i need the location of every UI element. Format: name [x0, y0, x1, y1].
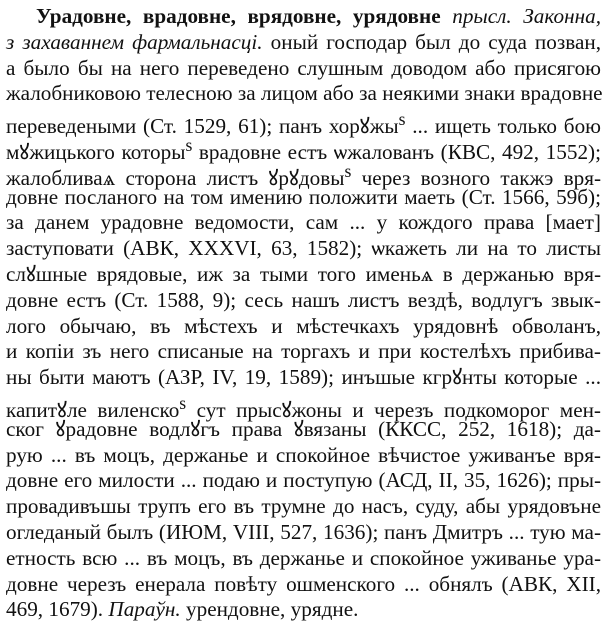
citation-text: капитꙋле виленско — [6, 398, 180, 423]
entry-line-4: жалобниковою телесною за лицом або за неякими знаки врадовне — [6, 81, 603, 106]
dictionary-entry — [6, 4, 601, 623]
entry-line-20: провадивъшы трупъ его въ трумне до насъ, суду, абы урядовъне — [6, 494, 601, 519]
entry-line-16 — [6, 391, 601, 423]
entry-line-21: огледаный былъ (ИЮМ, VIII, 527, 1636); панъ Дмитръ ... тую ма- — [6, 519, 601, 544]
entry-line-12: довне естъ (Ст. 1588, 9); сесь нашъ листъ вездѣ, водлугъ звык- — [6, 287, 601, 312]
entry-line-18: рую ... въ моцъ, держанье и спокойное вѣчистое уживанъе вря- — [6, 442, 601, 467]
citation-text: ... ищеть только бою — [405, 114, 601, 139]
entry-line-14: и копіи зъ него списаные на торгахъ и при костелѣхъ прибива- — [6, 339, 601, 364]
entry-line-2 — [6, 30, 601, 56]
cross-reference-words: урендовне, урядне. — [180, 597, 359, 622]
citation-text: переведеными (Ст. 1529, 61); панъ хорꙋжы — [6, 114, 399, 139]
superscript-mark: s — [398, 109, 406, 130]
citation-text: через возного такжэ вря- — [351, 165, 601, 190]
entry-line-24 — [6, 597, 601, 623]
superscript-mark: s — [344, 160, 352, 181]
entry-line-19: довне его милости ... подаю и поступую (АСД, II, 35, 1626); пры- — [6, 468, 601, 493]
citation-text: мꙋжицького которы — [6, 140, 186, 165]
citation-text: сут прысꙋжоны и черезъ подкоморог мен- — [186, 398, 601, 423]
entry-line-7 — [6, 159, 601, 190]
entry-line-9: за данем урадовне ведомости, сам ... у кождого права [мает] — [6, 210, 601, 235]
entry-line-23: довне черезъ енерала повѣту ошменского ... обнялъ (АВК, XII, — [6, 571, 601, 596]
entry-line-1 — [6, 4, 601, 30]
entry-line-10: заступовати (АВК, XXXVI, 63, 1582); ѡкажеть ли на то листы — [6, 236, 601, 261]
entry-line-11: слꙋшные врядовые, иж за тыми того именьѧ в держанью вря- — [6, 261, 601, 286]
entry-line-3: а было бы на него переведено слушным доводом або присягою — [6, 55, 601, 80]
citation-text: врадовне естъ ѡжалованъ (КВС, 492, 1552); — [192, 140, 601, 165]
citation-text: оный господар был до суда позван, — [262, 29, 602, 54]
entry-line-8: довне посланого на том имению положити маеть (Ст. 1566, 59б); — [6, 184, 601, 209]
entry-line-6 — [6, 133, 601, 165]
part-of-speech-definition: прысл. Законна, — [452, 4, 601, 28]
entry-line-15: ны быти маютъ (АЗР, IV, 19, 1589); инъшые кгрꙋнты которые ... — [6, 365, 601, 390]
entry-line-22: етность всю ... въ моцъ, въ держанье и спокойное уживанье урa- — [6, 545, 601, 570]
entry-line-17: ског ꙋрадовне водлꙋгъ права ꙋвязаны (ККСС, 252, 1618); да- — [6, 416, 601, 441]
entry-headword: Урадовне, врадовне, врядовне, урядовне — [36, 4, 441, 28]
entry-line-5 — [6, 107, 601, 139]
citation-text: жалобливаѧ сторона листъ ꙋрꙋдовы — [6, 165, 345, 190]
superscript-mark: s — [179, 392, 187, 413]
entry-line-13: лого обычаю, въ мѣстехъ и мѣстечкахъ урядовнѣ обволанъ, — [6, 313, 601, 338]
cross-reference-label: Параўн. — [103, 597, 181, 622]
citation-text: 469, 1679). — [6, 597, 104, 622]
superscript-mark: s — [185, 134, 193, 155]
definition-continuation: з захаваннем фармальнасці. — [6, 29, 263, 54]
